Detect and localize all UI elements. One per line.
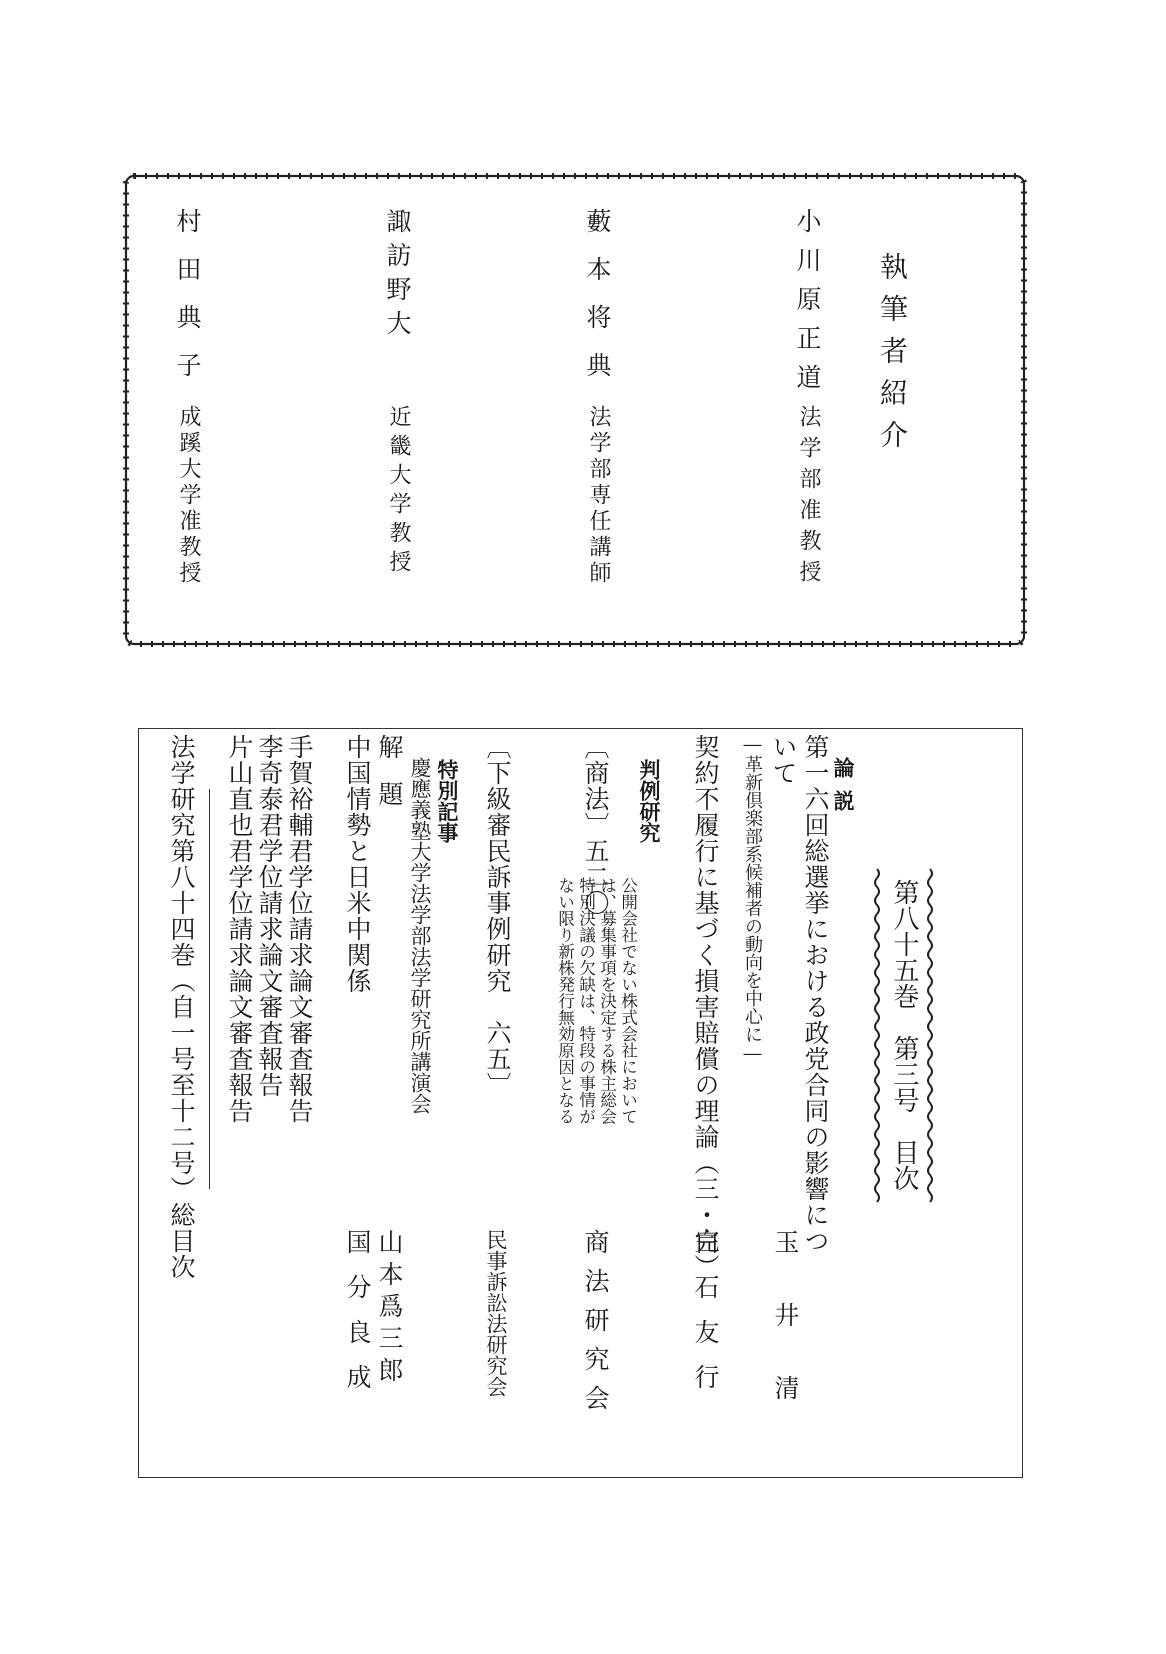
- article-title: 第一六回総選挙における政党合同の影響につ: [801, 734, 830, 1254]
- contributor-affiliation: 近畿大学教授: [386, 405, 411, 579]
- contributors-box: [120, 170, 1030, 650]
- kaidai-author: 山本爲三郎: [375, 1229, 404, 1389]
- contributor-name: 諏訪野大: [383, 208, 412, 344]
- case-description: ない限り新株発行無効原因となる: [555, 877, 575, 1125]
- kaidai-label: 解題: [375, 734, 404, 828]
- case-description: は、募集事項を決定する株主総会: [597, 877, 617, 1125]
- case-description: 公開会社でない株式会社において: [618, 877, 638, 1125]
- china-article-title: 中国情勢と日米中関係: [343, 734, 372, 994]
- section-heading-hanrei: 判例研究: [637, 759, 662, 843]
- contributor-name: 村田典子: [173, 208, 202, 400]
- case-author: 民事訴訟法研究会: [484, 1229, 508, 1397]
- contributor-affiliation: 法学部専任講師: [586, 405, 611, 587]
- divider-line: [209, 789, 210, 1189]
- contributor-affiliation: 法学部准教授: [796, 405, 821, 591]
- article-author: 玉井清: [771, 1229, 800, 1448]
- case-label: 〔下級審民訴事例研究 六五〕: [483, 734, 512, 1098]
- degree-report: 手賀裕輔君学位請求論文審査報告: [285, 734, 314, 1124]
- contributors-heading: 執筆者紹介: [876, 252, 909, 462]
- degree-report: 李奇泰君学位請求論文審査報告: [255, 734, 284, 1098]
- article-title: いて: [769, 734, 798, 786]
- article-subtitle: ―革新倶楽部系候補者の動向を中心に―: [742, 734, 763, 1064]
- toc-box: [138, 728, 1023, 1478]
- case-author: 商法研究会: [581, 1229, 610, 1424]
- section-heading-tokubetsu: 特別記事: [435, 759, 460, 843]
- special-lecture: 慶應義塾大学法学部法学研究所講演会: [408, 757, 432, 1114]
- article-title: 契約不履行に基づく損害賠償の理論（三・完）: [691, 734, 720, 1280]
- annual-index-title: 法学研究第八十四巻（自一号至十二号）総目次: [167, 734, 196, 1280]
- article-author: 白石友行: [691, 1229, 720, 1409]
- contributor-name: 小川原正道: [793, 208, 822, 403]
- toc-title: 第八十五巻 第三号 目次: [889, 879, 919, 1191]
- china-article-author: 国分良成: [343, 1229, 372, 1409]
- degree-report: 片山直也君学位請求論文審査報告: [225, 734, 254, 1124]
- case-label: 〔商法〕五二〇: [581, 734, 610, 916]
- contributor-name: 藪本将典: [583, 208, 612, 400]
- case-description: 特別決議の欠缺は、特段の事情が: [576, 877, 596, 1125]
- section-heading-ronsetsu: 論説: [831, 757, 856, 823]
- contributor-affiliation: 成蹊大学准教授: [176, 405, 201, 587]
